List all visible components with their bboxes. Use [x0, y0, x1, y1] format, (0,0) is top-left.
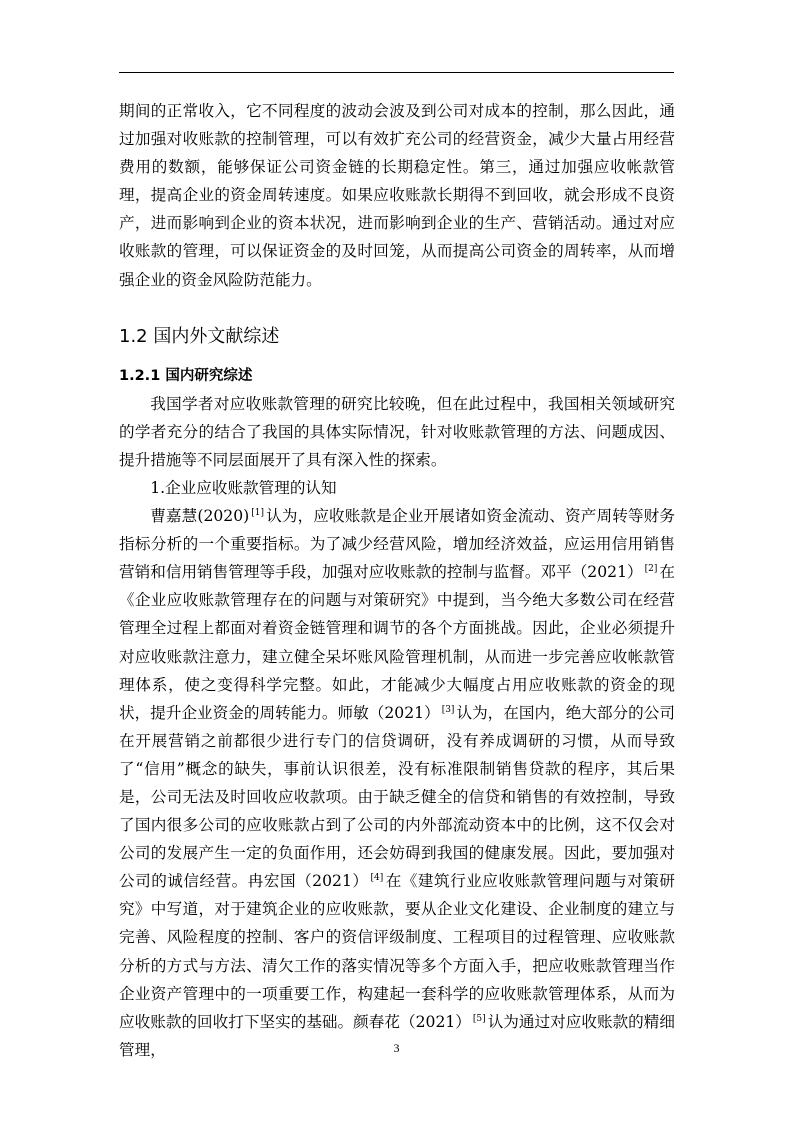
citation-ref: [3]: [441, 704, 455, 715]
page-number: 3: [393, 1041, 400, 1055]
header-rule: [119, 72, 674, 73]
list-item-heading: 1.企业应收账款管理的认知: [150, 478, 337, 497]
text-segment: 认为，应收账款是企业开展诸如资金流动、资产周转等财务指标分析的一个重要指标。为了减少经营风险，增加经济效益，应运用信用销售营销和信用销售管理等手段，加强对应收账款的控制与监督。邓平（2021）: [119, 507, 675, 582]
text-segment: 认为通过对应收账款的精细管理，: [119, 1012, 675, 1059]
intro-paragraph: 我国学者对应收账款管理的研究比较晚，但在此过程中，我国相关领域研究的学者充分的结合了我国的具体实际情况，针对收账款管理的方法、问题成因、提升措施等不同层面展开了具有深入性的探索。: [119, 394, 675, 469]
page-body: [119, 97, 675, 1064]
citation-ref: [5]: [472, 1013, 486, 1024]
citation-ref: [2]: [644, 564, 658, 575]
text-segment: 在《建筑行业应收账款管理问题与对策研究》中写道，对于建筑企业的应收账款，要从企业文化建设、企业制度的建立与完善、风险程度的控制、客户的资信评级制度、工程项目的过程管理、应收账款分析的方式与方法、清欠工作的落实情况等多个方面入手，把应收账款管理当作企业资产管理中的一项重要工作，构建起一套科学的应收账款管理体系，从而为应收账款的回收打下坚实的基础。颜春花（2021）: [119, 872, 675, 1031]
text-segment: 曹嘉慧(2020): [150, 507, 250, 526]
citation-ref: [4]: [370, 873, 384, 884]
literature-paragraph: [119, 502, 675, 1064]
citation-ref: [1]: [251, 507, 264, 518]
subsection-heading: 1.2.1 国内研究综述: [119, 367, 253, 384]
text-segment: 在《企业应收账款管理存在的问题与对策研究》中提到，当今绝大多数公司在经营管理全过程上都面对着资金链管理和调节的各个方面挑战。因此，企业必须提升对应收账款注意力，建立健全呆坏账风险管理机制，从而进一步完善应收帐款管理体系，使之变得科学完整。如此，才能减少大幅度占用应收账款的资金的现状，提升企业资金的周转能力。师敏（2021）: [119, 563, 675, 722]
section-heading: 1.2 国内外文献综述: [119, 325, 280, 347]
continued-paragraph: 期间的正常收入，它不同程度的波动会波及到公司对成本的控制，那么因此，通过加强对收账款的控制管理，可以有效扩充公司的经营资金，减少大量占用经营费用的数额，能够保证公司资金链的长期稳定性。第三，通过加强应收帐款管理，提高企业的资金周转速度。如果应收账款长期得不到回收，就会形成不良资产，进而影响到企业的资本状况，进而影响到企业的生产、营销活动。通过对应收账款的管理，可以保证资金的及时回笼，从而提高公司资金的周转率，从而增强企业的资金风险防范能力。: [119, 102, 675, 289]
text-segment: 认为，在国内，绝大部分的公司在开展营销之前都很少进行专门的信贷调研，没有养成调研的习惯，从而导致了“信用”概念的缺失，事前认识很差，没有标准限制销售贷款的程序，其后果是，公司无法及时回收应收款项。由于缺乏健全的信贷和销售的有效控制，导致了国内很多公司的应收账款占到了公司的内外部流动资本中的比例，这不仅会对公司的发展产生一定的负面作用，还会妨碍到我国的健康发展。因此，要加强对公司的诚信经营。冉宏国（2021）: [119, 703, 675, 891]
